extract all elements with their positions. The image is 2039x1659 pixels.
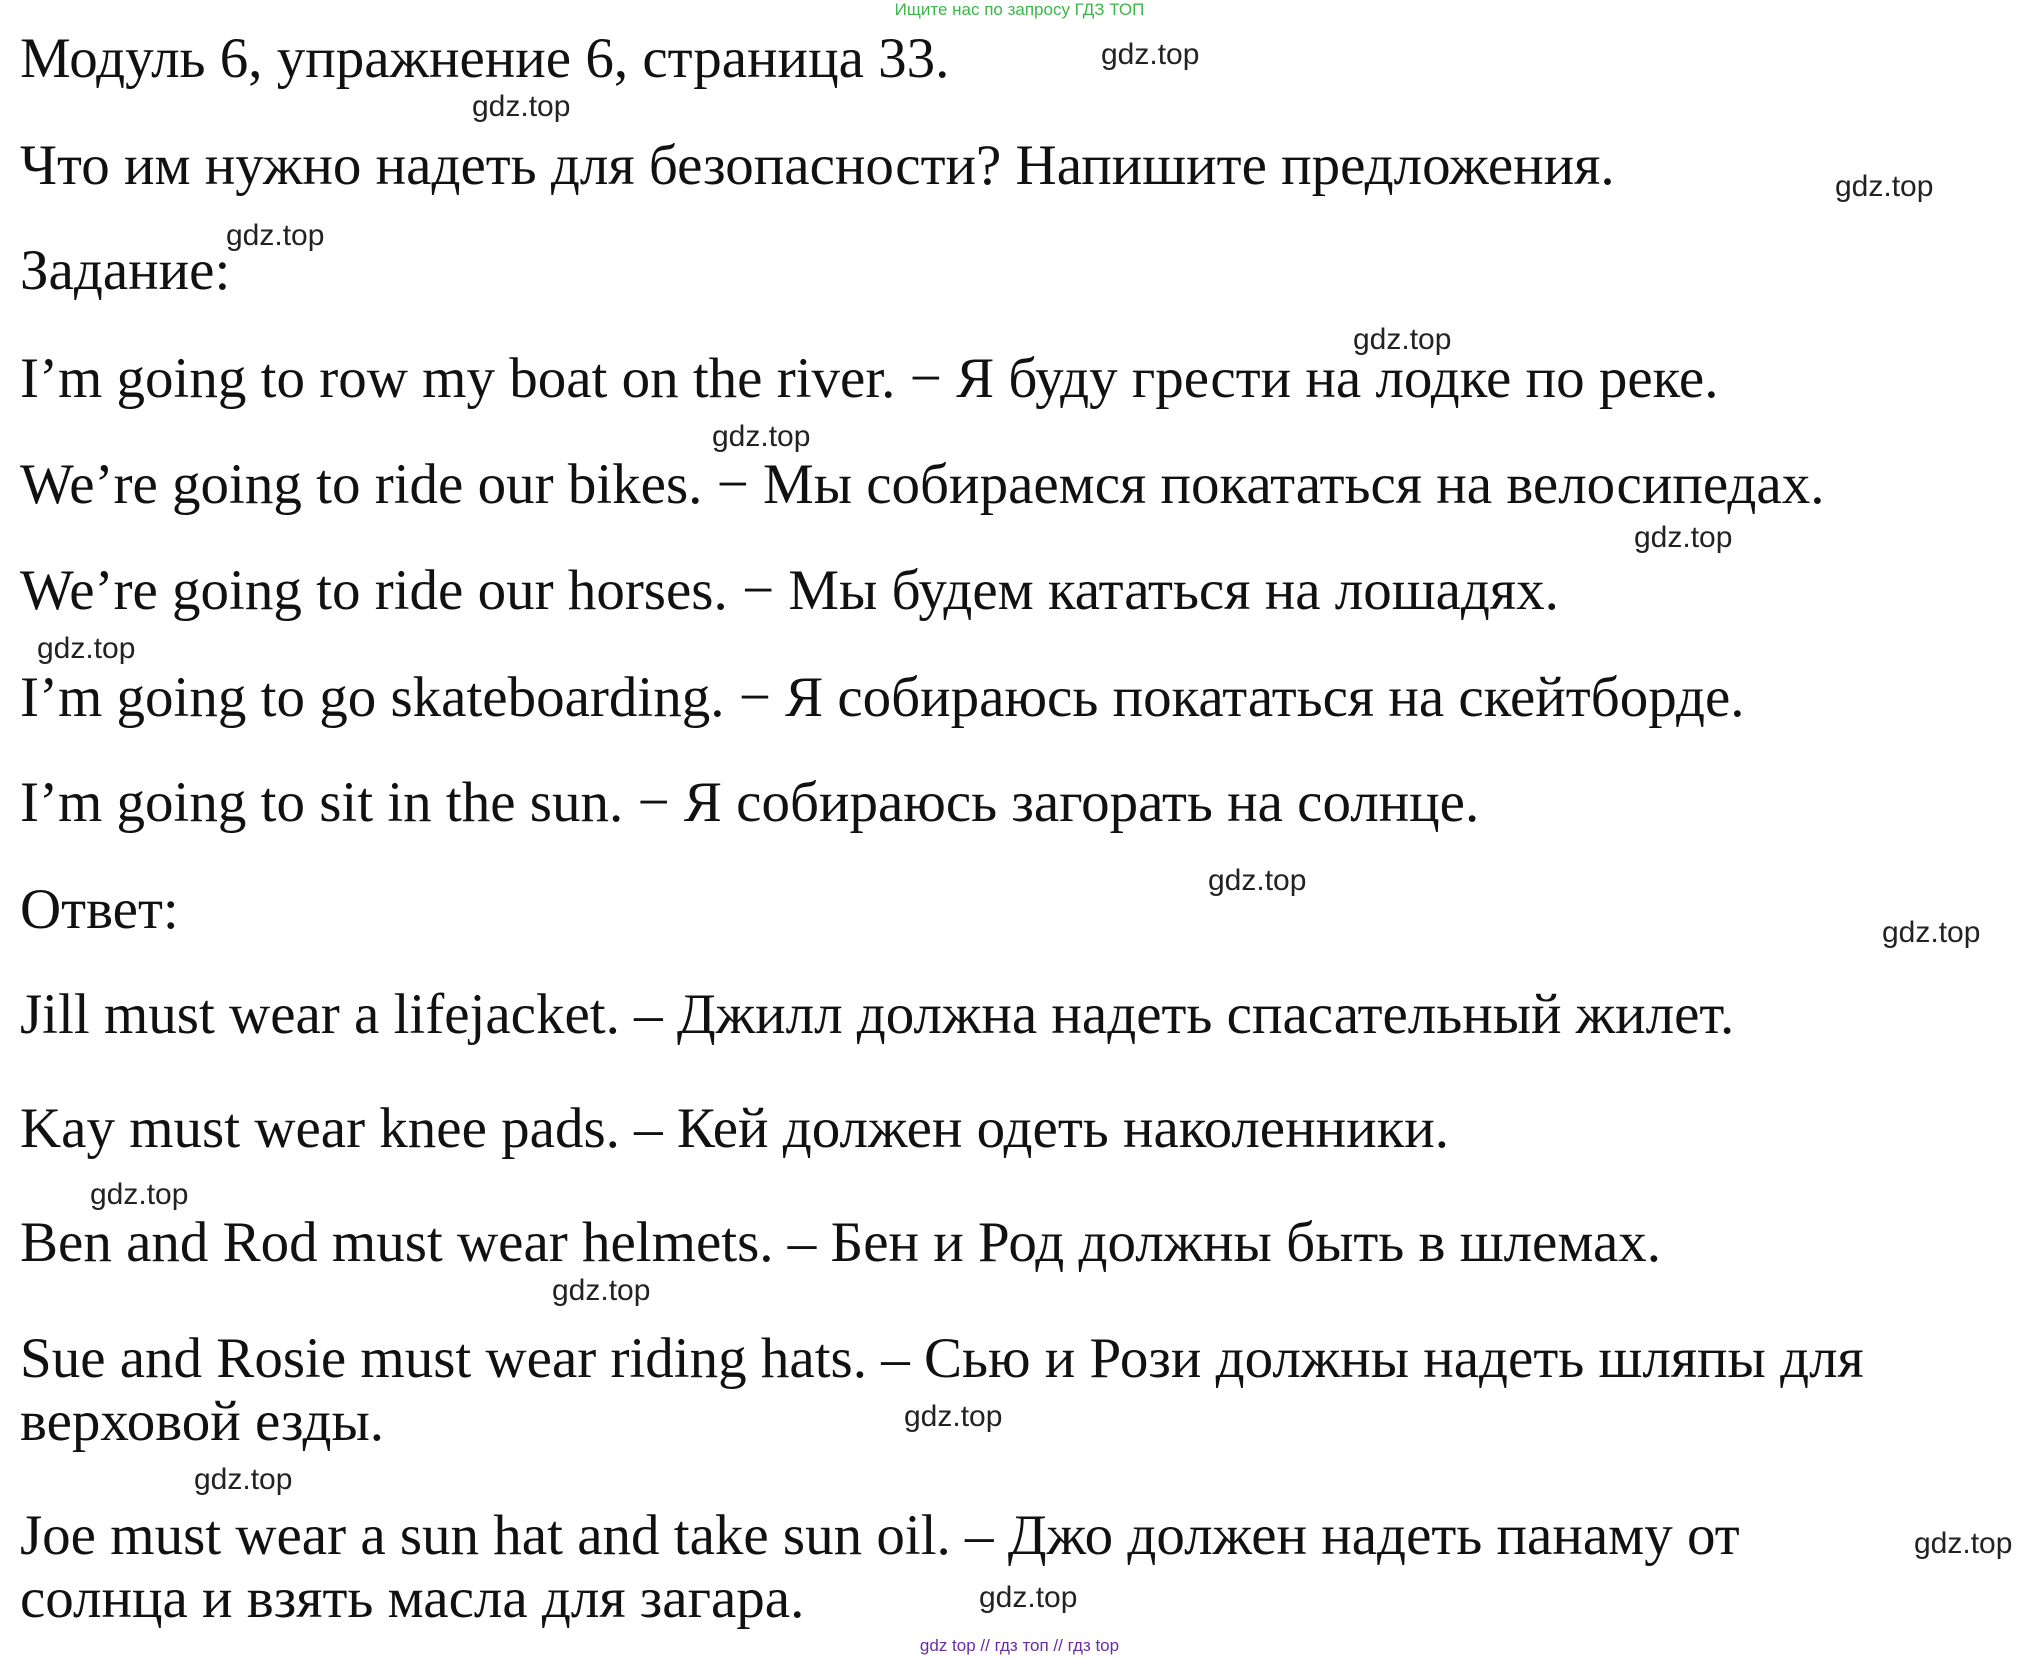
page-title: Модуль 6, упражнение 6, страница 33. [20, 27, 950, 90]
answer-label: Ответ: [20, 878, 179, 941]
watermark: gdz.top [552, 1274, 651, 1307]
watermark: gdz.top [226, 219, 325, 252]
answer-line: верховой езды. [20, 1390, 385, 1453]
watermark: gdz.top [712, 420, 811, 453]
task-label: Задание: [20, 239, 231, 302]
watermark: gdz.top [1882, 916, 1981, 949]
footer-links: gdz top // гдз топ // гдз top [919, 1636, 1120, 1655]
watermark: gdz.top [1353, 323, 1452, 356]
watermark: gdz.top [1835, 170, 1934, 203]
watermark: gdz.top [1914, 1527, 2013, 1560]
watermark: gdz.top [194, 1463, 293, 1496]
task-line: We’re going to ride our horses. − Мы будем кататься на лошадях. [20, 559, 1559, 622]
watermark: gdz.top [904, 1400, 1003, 1433]
answer-line: Sue and Rosie must wear riding hats. – Сью и Рози должны надеть шляпы для [20, 1327, 1864, 1390]
task-line: I’m going to row my boat on the river. − Я буду грести на лодке по реке. [20, 347, 1719, 410]
question-text: Что им нужно надеть для безопасности? Напишите предложения. [20, 134, 1615, 197]
top-banner: Ищите нас по запросу ГДЗ ТОП [894, 0, 1145, 19]
answer-line: солнца и взять масла для загара. [20, 1567, 805, 1630]
task-line: We’re going to ride our bikes. − Мы собираемся покататься на велосипедах. [20, 453, 1825, 516]
answer-line: Joe must wear a sun hat and take sun oil. – Джо должен надеть панаму от [20, 1504, 1740, 1567]
task-line: I’m going to go skateboarding. − Я собираюсь покататься на скейтборде. [20, 666, 1745, 729]
answer-line: Jill must wear a lifejacket. – Джилл должна надеть спасательный жилет. [20, 983, 1735, 1046]
watermark: gdz.top [979, 1581, 1078, 1614]
watermark: gdz.top [1101, 38, 1200, 71]
task-line: I’m going to sit in the sun. − Я собираюсь загорать на солнце. [20, 771, 1480, 834]
answer-line: Ben and Rod must wear helmets. – Бен и Род должны быть в шлемах. [20, 1211, 1662, 1274]
watermark: gdz.top [90, 1178, 189, 1211]
answer-line: Kay must wear knee pads. – Кей должен одеть наколенники. [20, 1097, 1450, 1160]
watermark: gdz.top [1634, 521, 1733, 554]
watermark: gdz.top [37, 632, 136, 665]
watermark: gdz.top [472, 90, 571, 123]
watermark: gdz.top [1208, 864, 1307, 897]
